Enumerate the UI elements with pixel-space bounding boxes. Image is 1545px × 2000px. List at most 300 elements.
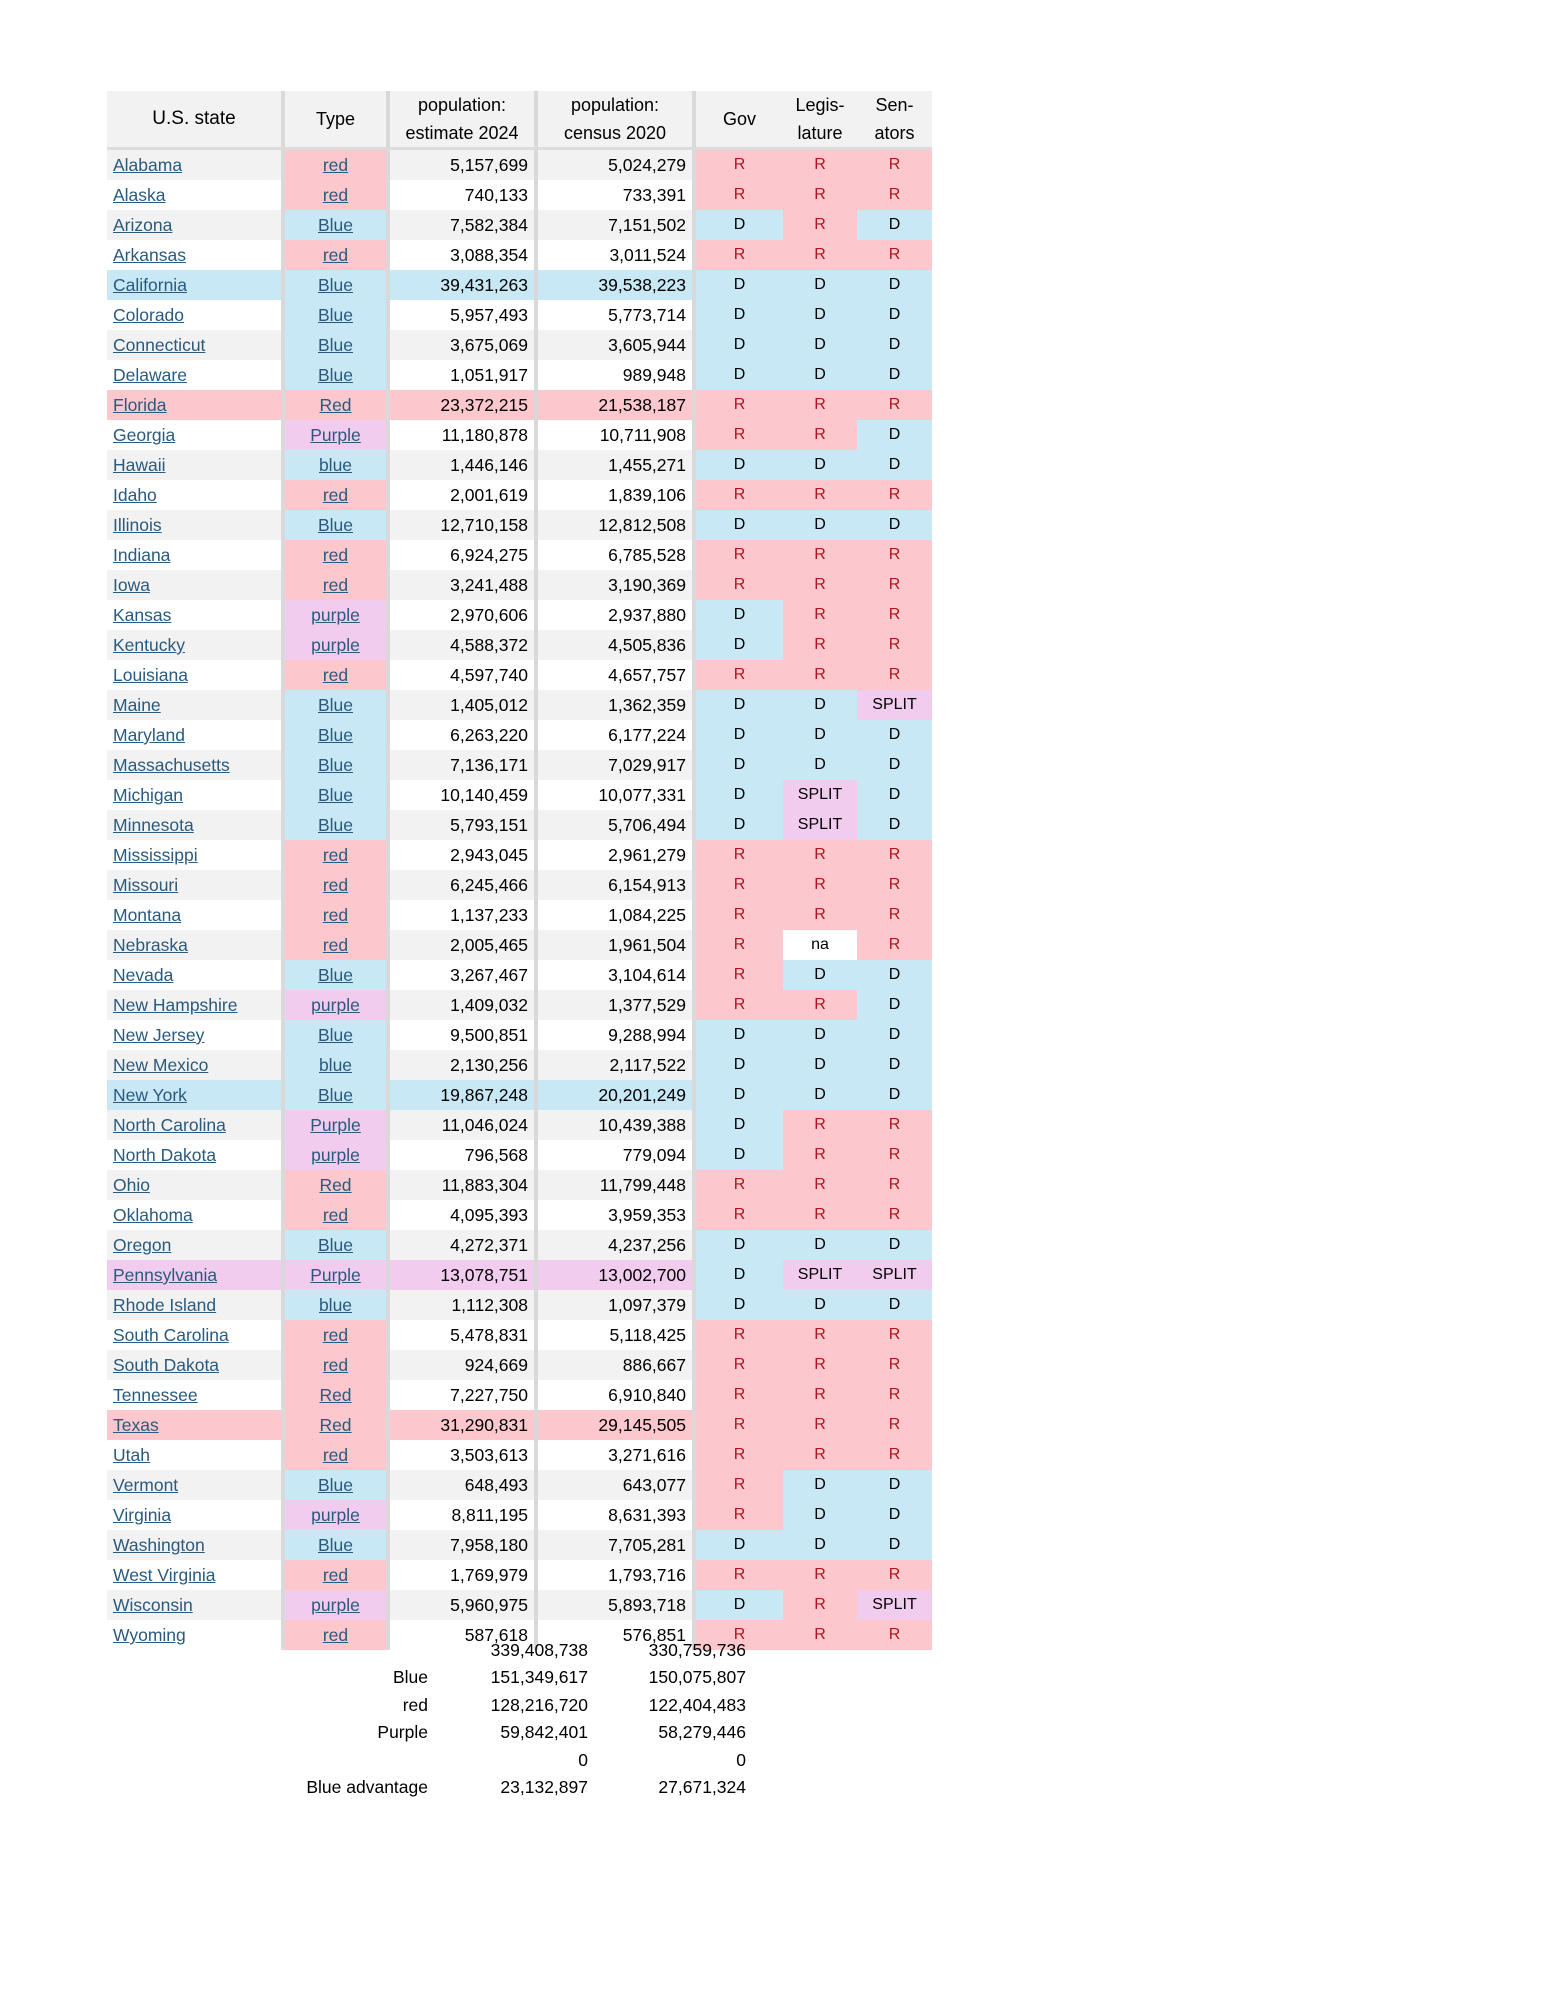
type-cell	[285, 1050, 390, 1080]
census-2020-cell: 29,145,505	[538, 1410, 696, 1440]
state-link[interactable]: South Dakota	[113, 1355, 220, 1375]
gov-cell: R	[696, 1500, 783, 1530]
state-link[interactable]: Wyoming	[113, 1625, 186, 1645]
type-link[interactable]: Blue	[317, 1025, 354, 1045]
type-cell	[285, 1590, 390, 1620]
gov-cell: R	[696, 1320, 783, 1350]
state-link[interactable]: West Virginia	[113, 1565, 216, 1585]
state-link[interactable]: Connecticut	[113, 335, 206, 355]
table-row	[107, 600, 932, 630]
table-row	[107, 450, 932, 480]
type-link[interactable]: blue	[318, 1055, 353, 1075]
gov-cell: R	[696, 1170, 783, 1200]
legislature-cell: R	[783, 990, 857, 1020]
senators-cell: SPLIT	[857, 690, 932, 720]
gov-cell: D	[696, 330, 783, 360]
totals-label: Blue advantage	[306, 1776, 428, 1797]
totals-census-2020: 0	[736, 1749, 746, 1770]
senators-cell: R	[857, 1320, 932, 1350]
estimate-2024-cell: 5,157,699	[390, 150, 538, 180]
header-estimate-line1: population:	[417, 95, 507, 115]
header-legislature	[783, 91, 857, 150]
state-link[interactable]: Georgia	[113, 425, 176, 445]
census-2020-cell: 12,812,508	[538, 510, 696, 540]
header-legislature-line1: Legis-	[795, 95, 845, 115]
senators-cell: SPLIT	[857, 1590, 932, 1620]
type-cell	[285, 540, 390, 570]
state-link[interactable]: Hawaii	[113, 455, 166, 475]
legislature-cell: R	[783, 540, 857, 570]
gov-cell: R	[696, 180, 783, 210]
census-2020-cell: 11,799,448	[538, 1170, 696, 1200]
totals-census-2020: 122,404,483	[648, 1694, 746, 1715]
table-row	[107, 750, 932, 780]
header-gov	[696, 91, 783, 150]
legislature-cell: R	[783, 1110, 857, 1140]
senators-cell: D	[857, 780, 932, 810]
legislature-cell: D	[783, 360, 857, 390]
type-link[interactable]: red	[322, 845, 349, 865]
state-link[interactable]: Utah	[113, 1445, 150, 1465]
type-cell	[285, 1620, 390, 1650]
gov-cell: D	[696, 1050, 783, 1080]
state-link[interactable]: North Carolina	[113, 1115, 226, 1135]
census-2020-cell: 1,097,379	[538, 1290, 696, 1320]
estimate-2024-cell: 2,001,619	[390, 480, 538, 510]
legislature-cell: R	[783, 870, 857, 900]
spreadsheet	[107, 91, 932, 1650]
state-link[interactable]: Massachusetts	[113, 755, 230, 775]
state-cell	[107, 1080, 285, 1110]
type-link[interactable]: blue	[318, 1295, 353, 1315]
type-cell	[285, 330, 390, 360]
state-link[interactable]: Texas	[113, 1415, 159, 1435]
state-cell	[107, 570, 285, 600]
state-cell	[107, 630, 285, 660]
estimate-2024-cell: 1,409,032	[390, 990, 538, 1020]
type-cell	[285, 990, 390, 1020]
totals-estimate-2024: 23,132,897	[500, 1776, 588, 1797]
type-cell	[285, 1080, 390, 1110]
census-2020-cell: 7,151,502	[538, 210, 696, 240]
gov-cell: D	[696, 1590, 783, 1620]
table-row	[107, 420, 932, 450]
type-link[interactable]: red	[322, 875, 349, 895]
state-cell	[107, 720, 285, 750]
estimate-2024-cell: 11,180,878	[390, 420, 538, 450]
state-link[interactable]: Delaware	[113, 365, 187, 385]
type-cell	[285, 960, 390, 990]
legislature-cell: D	[783, 300, 857, 330]
state-link[interactable]: Mississippi	[113, 845, 198, 865]
type-link[interactable]: red	[322, 935, 349, 955]
state-link[interactable]: Oklahoma	[113, 1205, 193, 1225]
senators-cell: D	[857, 360, 932, 390]
census-2020-cell: 1,839,106	[538, 480, 696, 510]
type-cell	[285, 240, 390, 270]
legislature-cell: D	[783, 1290, 857, 1320]
state-link[interactable]: Montana	[113, 905, 182, 925]
census-2020-cell: 5,706,494	[538, 810, 696, 840]
census-2020-cell: 733,391	[538, 180, 696, 210]
gov-cell: R	[696, 960, 783, 990]
senators-cell: D	[857, 1020, 932, 1050]
state-link[interactable]: Vermont	[113, 1475, 179, 1495]
totals-estimate-2024: 339,408,738	[490, 1640, 588, 1660]
totals-label: Blue	[392, 1667, 428, 1688]
header-senators	[857, 91, 932, 150]
type-cell	[285, 1470, 390, 1500]
estimate-2024-cell: 6,924,275	[390, 540, 538, 570]
gov-cell: R	[696, 840, 783, 870]
table-row	[107, 1260, 932, 1290]
type-link[interactable]: Red	[319, 1385, 352, 1405]
estimate-2024-cell: 4,597,740	[390, 660, 538, 690]
state-link[interactable]: Michigan	[113, 785, 184, 805]
type-cell	[285, 450, 390, 480]
state-link[interactable]: New Mexico	[113, 1055, 209, 1075]
state-link[interactable]: Pennsylvania	[113, 1265, 218, 1285]
senators-cell: D	[857, 330, 932, 360]
estimate-2024-cell: 3,267,467	[390, 960, 538, 990]
legislature-cell: D	[783, 1470, 857, 1500]
legislature-cell: D	[783, 720, 857, 750]
type-cell	[285, 840, 390, 870]
legislature-cell: R	[783, 1560, 857, 1590]
type-cell	[285, 480, 390, 510]
state-link[interactable]: Virginia	[113, 1505, 172, 1525]
totals-census-2020: 330,759,736	[648, 1640, 746, 1660]
state-cell	[107, 360, 285, 390]
state-link[interactable]: North Dakota	[113, 1145, 217, 1165]
estimate-2024-cell: 10,140,459	[390, 780, 538, 810]
type-cell	[285, 1410, 390, 1440]
totals-estimate-2024: 151,349,617	[490, 1667, 588, 1688]
legislature-cell: R	[783, 1350, 857, 1380]
state-link[interactable]: Alabama	[113, 155, 183, 175]
gov-cell: D	[696, 270, 783, 300]
type-link[interactable]: Blue	[317, 365, 354, 385]
estimate-2024-cell: 4,272,371	[390, 1230, 538, 1260]
type-link[interactable]: Blue	[317, 695, 354, 715]
legislature-cell: R	[783, 1620, 857, 1650]
gov-cell: D	[696, 720, 783, 750]
state-link[interactable]: New York	[113, 1085, 187, 1105]
type-link[interactable]: Red	[319, 395, 352, 415]
table-row	[107, 1350, 932, 1380]
estimate-2024-cell: 2,943,045	[390, 840, 538, 870]
type-link[interactable]: purple	[311, 1595, 360, 1615]
state-link[interactable]: Nevada	[113, 965, 174, 985]
state-cell	[107, 1440, 285, 1470]
type-cell	[285, 420, 390, 450]
state-cell	[107, 1560, 285, 1590]
state-link[interactable]: Ohio	[113, 1175, 150, 1195]
gov-cell: R	[696, 1410, 783, 1440]
gov-cell: R	[696, 1200, 783, 1230]
type-link[interactable]: Blue	[317, 965, 354, 985]
estimate-2024-cell: 1,769,979	[390, 1560, 538, 1590]
type-link[interactable]: Blue	[317, 785, 354, 805]
table-row	[107, 1590, 932, 1620]
state-link[interactable]: Colorado	[113, 305, 185, 325]
senators-cell: SPLIT	[857, 1260, 932, 1290]
type-link[interactable]: red	[322, 1355, 349, 1375]
senators-cell: D	[857, 1080, 932, 1110]
type-cell	[285, 810, 390, 840]
legislature-cell: R	[783, 1380, 857, 1410]
gov-cell: D	[696, 780, 783, 810]
type-link[interactable]: red	[322, 1565, 349, 1585]
state-link[interactable]: Tennessee	[113, 1385, 198, 1405]
legislature-cell: R	[783, 900, 857, 930]
table-row	[107, 1110, 932, 1140]
state-cell	[107, 1110, 285, 1140]
type-cell	[285, 360, 390, 390]
estimate-2024-cell: 2,130,256	[390, 1050, 538, 1080]
legislature-cell: R	[783, 570, 857, 600]
senators-cell: R	[857, 1380, 932, 1410]
type-cell	[285, 930, 390, 960]
census-2020-cell: 1,084,225	[538, 900, 696, 930]
type-link[interactable]: red	[322, 1205, 349, 1225]
type-link[interactable]: purple	[311, 635, 360, 655]
state-link[interactable]: Idaho	[113, 485, 157, 505]
estimate-2024-cell: 7,958,180	[390, 1530, 538, 1560]
census-2020-cell: 4,657,757	[538, 660, 696, 690]
state-link[interactable]: Minnesota	[113, 815, 194, 835]
table-row	[107, 210, 932, 240]
census-2020-cell: 5,893,718	[538, 1590, 696, 1620]
estimate-2024-cell: 11,046,024	[390, 1110, 538, 1140]
table-row	[107, 960, 932, 990]
estimate-2024-cell: 11,883,304	[390, 1170, 538, 1200]
estimate-2024-cell: 8,811,195	[390, 1500, 538, 1530]
type-link[interactable]: purple	[311, 1505, 360, 1525]
gov-cell: D	[696, 630, 783, 660]
type-cell	[285, 1200, 390, 1230]
type-link[interactable]: Blue	[317, 725, 354, 745]
type-cell	[285, 1440, 390, 1470]
type-cell	[285, 1560, 390, 1590]
census-2020-cell: 1,961,504	[538, 930, 696, 960]
state-link[interactable]: Oregon	[113, 1235, 172, 1255]
state-link[interactable]: Wisconsin	[113, 1595, 193, 1615]
type-link[interactable]: Blue	[317, 305, 354, 325]
senators-cell: D	[857, 1230, 932, 1260]
senators-cell: D	[857, 720, 932, 750]
type-link[interactable]: Purple	[310, 425, 361, 445]
state-cell	[107, 150, 285, 180]
type-link[interactable]: red	[322, 905, 349, 925]
type-link[interactable]: Red	[319, 1415, 352, 1435]
gov-cell: R	[696, 540, 783, 570]
type-link[interactable]: Blue	[317, 815, 354, 835]
type-link[interactable]: blue	[318, 455, 353, 475]
state-link[interactable]: Kentucky	[113, 635, 185, 655]
gov-cell: R	[696, 660, 783, 690]
estimate-2024-cell: 1,446,146	[390, 450, 538, 480]
type-link[interactable]: red	[322, 575, 349, 595]
state-link[interactable]: Washington	[113, 1535, 205, 1555]
state-cell	[107, 1290, 285, 1320]
state-link[interactable]: Indiana	[113, 545, 171, 565]
state-link[interactable]: New Jersey	[113, 1025, 205, 1045]
totals-census-2020: 58,279,446	[658, 1722, 746, 1743]
state-link[interactable]: Maine	[113, 695, 161, 715]
legislature-cell: D	[783, 330, 857, 360]
legislature-cell: R	[783, 390, 857, 420]
legislature-cell: R	[783, 1440, 857, 1470]
legislature-cell: D	[783, 450, 857, 480]
type-link[interactable]: red	[322, 185, 349, 205]
estimate-2024-cell: 5,478,831	[390, 1320, 538, 1350]
totals-label: red	[402, 1694, 428, 1715]
estimate-2024-cell: 2,005,465	[390, 930, 538, 960]
senators-cell: R	[857, 900, 932, 930]
type-link[interactable]: red	[322, 245, 349, 265]
census-2020-cell: 576,851	[538, 1620, 696, 1650]
type-link[interactable]: Blue	[317, 1535, 354, 1555]
senators-cell: R	[857, 390, 932, 420]
type-link[interactable]: Purple	[310, 1265, 361, 1285]
type-link[interactable]: red	[322, 665, 349, 685]
type-link[interactable]: purple	[311, 1145, 360, 1165]
state-link[interactable]: Maryland	[113, 725, 185, 745]
legislature-cell: R	[783, 660, 857, 690]
state-link[interactable]: Florida	[113, 395, 167, 415]
header-type-label: Type	[315, 109, 356, 129]
census-2020-cell: 989,948	[538, 360, 696, 390]
table-row	[107, 630, 932, 660]
state-link[interactable]: Arizona	[113, 215, 173, 235]
header-gov-label: Gov	[722, 109, 756, 129]
state-link[interactable]: California	[113, 275, 187, 295]
type-link[interactable]: Red	[319, 1175, 352, 1195]
type-cell	[285, 150, 390, 180]
type-link[interactable]: red	[322, 1325, 349, 1345]
totals-estimate-2024: 128,216,720	[490, 1694, 588, 1715]
type-link[interactable]: red	[322, 1625, 349, 1645]
senators-cell: R	[857, 570, 932, 600]
state-link[interactable]: New Hampshire	[113, 995, 238, 1015]
gov-cell: D	[696, 1140, 783, 1170]
state-cell	[107, 1020, 285, 1050]
state-cell	[107, 1470, 285, 1500]
type-link[interactable]: red	[322, 1445, 349, 1465]
state-link[interactable]: Alaska	[113, 185, 166, 205]
header-census-2020	[538, 91, 696, 150]
type-link[interactable]: Blue	[317, 1235, 354, 1255]
state-link[interactable]: Arkansas	[113, 245, 186, 265]
state-link[interactable]: South Carolina	[113, 1325, 229, 1345]
estimate-2024-cell: 3,675,069	[390, 330, 538, 360]
senators-cell: D	[857, 960, 932, 990]
gov-cell: R	[696, 930, 783, 960]
senators-cell: R	[857, 630, 932, 660]
census-2020-cell: 886,667	[538, 1350, 696, 1380]
type-link[interactable]: Blue	[317, 275, 354, 295]
state-cell	[107, 600, 285, 630]
type-link[interactable]: Blue	[317, 335, 354, 355]
type-link[interactable]: Blue	[317, 1085, 354, 1105]
senators-cell: R	[857, 480, 932, 510]
type-link[interactable]: Blue	[317, 215, 354, 235]
senators-cell: R	[857, 1170, 932, 1200]
state-link[interactable]: Rhode Island	[113, 1295, 217, 1315]
state-cell	[107, 1530, 285, 1560]
legislature-cell: D	[783, 1020, 857, 1050]
table-body	[107, 150, 932, 1650]
table-row	[107, 1230, 932, 1260]
census-2020-cell: 2,117,522	[538, 1050, 696, 1080]
gov-cell: D	[696, 1260, 783, 1290]
census-2020-cell: 5,024,279	[538, 150, 696, 180]
state-cell	[107, 450, 285, 480]
state-cell	[107, 420, 285, 450]
senators-cell: D	[857, 210, 932, 240]
estimate-2024-cell: 7,227,750	[390, 1380, 538, 1410]
state-cell	[107, 750, 285, 780]
table-row	[107, 480, 932, 510]
table-row	[107, 1560, 932, 1590]
census-2020-cell: 3,959,353	[538, 1200, 696, 1230]
census-2020-cell: 1,377,529	[538, 990, 696, 1020]
table-row	[107, 720, 932, 750]
legislature-cell: R	[783, 240, 857, 270]
census-2020-cell: 8,631,393	[538, 1500, 696, 1530]
state-link[interactable]: Nebraska	[113, 935, 188, 955]
type-link[interactable]: Blue	[317, 755, 354, 775]
type-link[interactable]: Blue	[317, 515, 354, 535]
gov-cell: D	[696, 210, 783, 240]
gov-cell: R	[696, 150, 783, 180]
state-cell	[107, 840, 285, 870]
estimate-2024-cell: 6,245,466	[390, 870, 538, 900]
estimate-2024-cell: 5,793,151	[390, 810, 538, 840]
type-link[interactable]: Purple	[310, 1115, 361, 1135]
senators-cell: D	[857, 810, 932, 840]
table-row	[107, 1410, 932, 1440]
type-link[interactable]: red	[322, 155, 349, 175]
estimate-2024-cell: 3,241,488	[390, 570, 538, 600]
census-2020-cell: 2,937,880	[538, 600, 696, 630]
legislature-cell: R	[783, 180, 857, 210]
gov-cell: R	[696, 1470, 783, 1500]
estimate-2024-cell: 6,263,220	[390, 720, 538, 750]
state-link[interactable]: Kansas	[113, 605, 172, 625]
type-link[interactable]: red	[322, 545, 349, 565]
type-link[interactable]: purple	[311, 995, 360, 1015]
type-link[interactable]: purple	[311, 605, 360, 625]
estimate-2024-cell: 3,503,613	[390, 1440, 538, 1470]
state-link[interactable]: Illinois	[113, 515, 162, 535]
type-link[interactable]: red	[322, 485, 349, 505]
state-link[interactable]: Iowa	[113, 575, 150, 595]
census-2020-cell: 9,288,994	[538, 1020, 696, 1050]
totals-label: Purple	[377, 1722, 428, 1743]
type-cell	[285, 1260, 390, 1290]
type-link[interactable]: Blue	[317, 1475, 354, 1495]
legislature-cell: R	[783, 1320, 857, 1350]
type-cell	[285, 1530, 390, 1560]
census-2020-cell: 1,455,271	[538, 450, 696, 480]
legislature-cell: D	[783, 1230, 857, 1260]
state-link[interactable]: Louisiana	[113, 665, 188, 685]
legislature-cell: R	[783, 1200, 857, 1230]
state-link[interactable]: Missouri	[113, 875, 179, 895]
type-cell	[285, 1320, 390, 1350]
